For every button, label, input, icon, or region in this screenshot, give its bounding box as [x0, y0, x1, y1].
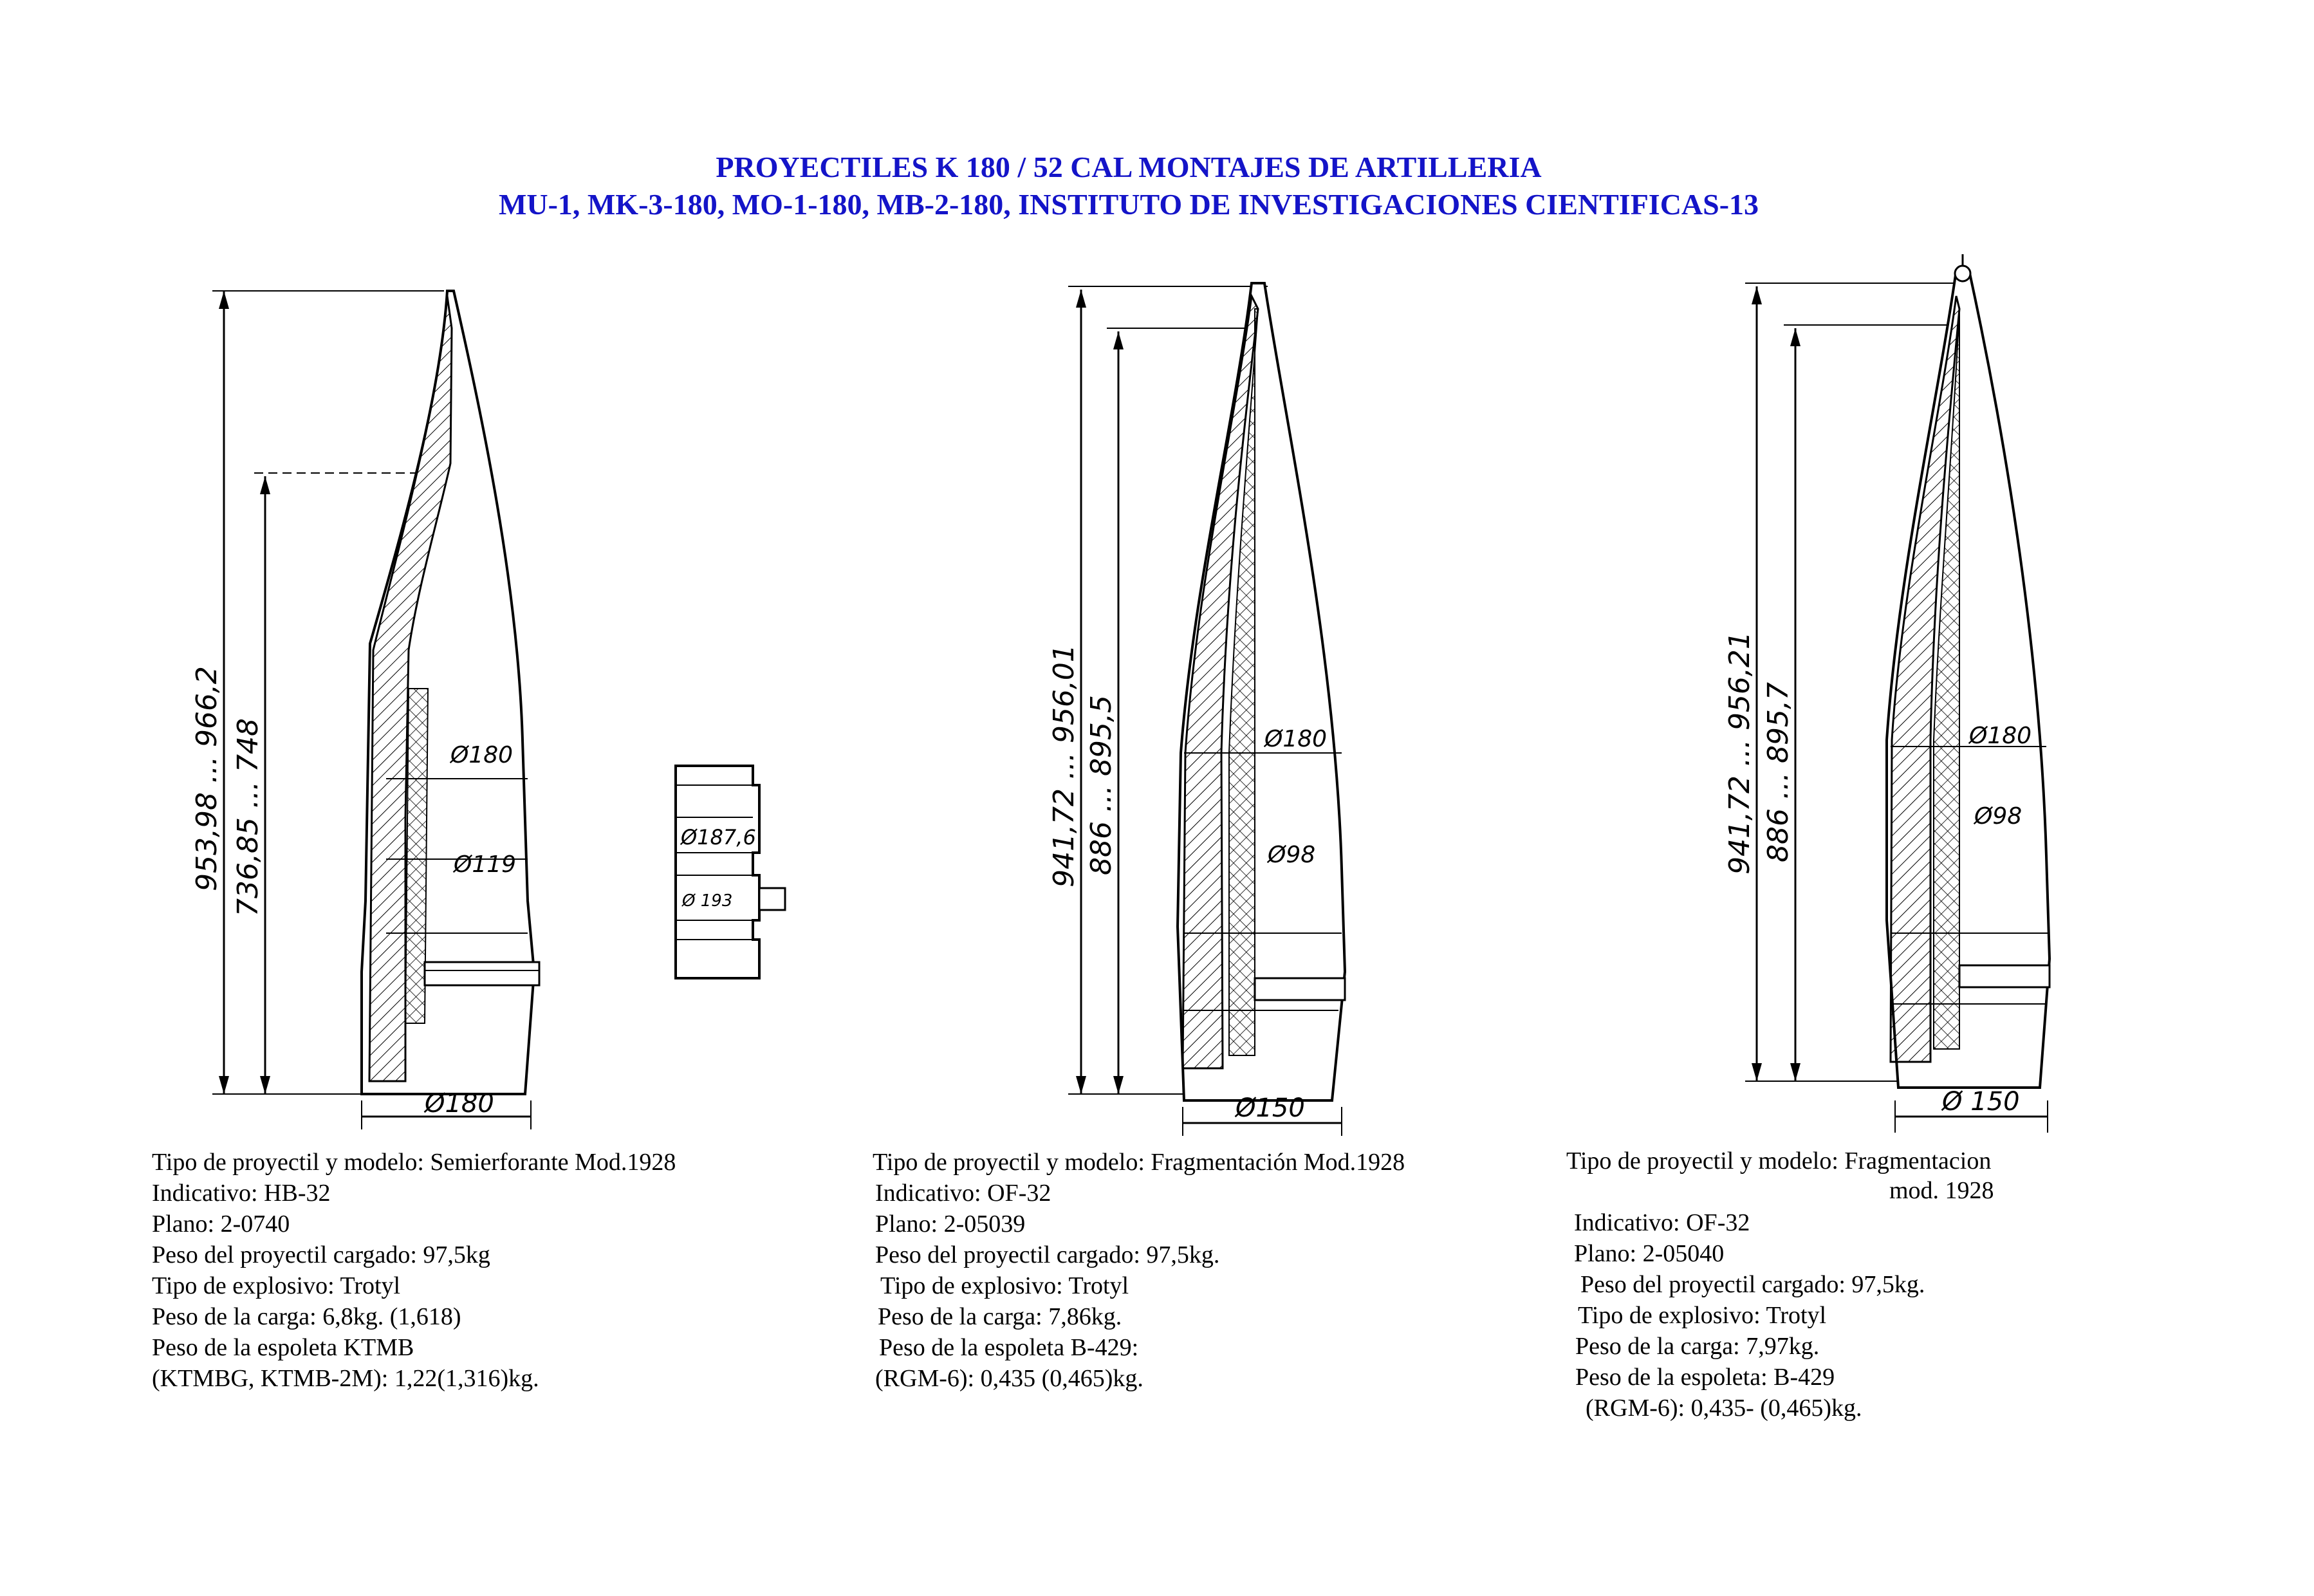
fragmentation-shell-drawing-1 [1042, 251, 1377, 1152]
caption-fragmentacion-1 [873, 1147, 1405, 1394]
caption-line: Peso de la carga: 6,8kg. (1,618) [152, 1303, 461, 1330]
caption-fragmentacion-2 [1566, 1146, 1994, 1424]
base-diameter-label: Ø150 [1236, 1093, 1305, 1123]
caption-line: Plano: 2-0740 [152, 1211, 290, 1238]
rotating-band-detail [669, 759, 798, 1004]
overall-length-dimension: 941,72 ... 956,21 [1723, 631, 1756, 875]
caption-line: Peso de la carga: 7,97kg. [1575, 1333, 1820, 1360]
diameter-label-180: Ø180 [450, 742, 514, 768]
caption-line: (RGM-6): 0,435 (0,465)kg. [875, 1365, 1143, 1392]
body-length-dimension: 736,85 ... 748 [232, 718, 264, 916]
caption-line: Peso de la espoleta: B-429 [1575, 1364, 1835, 1391]
caption-line: (RGM-6): 0,435- (0,465)kg. [1586, 1395, 1862, 1422]
caption-line: Indicativo: OF-32 [1574, 1209, 1750, 1236]
rotating-band-detail-drawing [669, 759, 798, 1004]
caption-line: Tipo de explosivo: Trotyl [152, 1272, 401, 1299]
base-diameter-label: Ø180 [425, 1089, 494, 1118]
band-diameter-label-2: Ø 193 [682, 891, 733, 911]
caption-line: Tipo de explosivo: Trotyl [880, 1272, 1129, 1299]
caption-line: Tipo de explosivo: Trotyl [1578, 1302, 1827, 1329]
caption-line: mod. 1928 [1889, 1177, 1994, 1204]
caption-line: Peso de la espoleta KTMB [152, 1334, 414, 1361]
page-title-line-1: PROYECTILES K 180 / 52 CAL MONTAJES DE ARTILLERIA [716, 151, 1542, 183]
caption-line: Indicativo: OF-32 [875, 1180, 1051, 1207]
band-diameter-label-1: Ø187,6 [681, 825, 756, 849]
caption-line: Plano: 2-05040 [1574, 1240, 1725, 1267]
page-title-line-2: MU-1, MK-3-180, MO-1-180, MB-2-180, INSTITUTO DE INVESTIGACIONES CIENTIFICAS-13 [498, 188, 1759, 221]
overall-length-dimension: 941,72 ... 956,01 [1048, 644, 1080, 887]
caption-line: Peso del proyectil cargado: 97,5kg. [875, 1241, 1220, 1268]
semi-armour-piercing-shell-drawing [190, 251, 553, 1152]
projectile-drawing-2 [1042, 251, 1377, 1152]
caption-line: (KTMBG, KTMB-2M): 1,22(1,316)kg. [152, 1365, 539, 1392]
overall-length-dimension: 953,98 ... 966,2 [190, 666, 223, 891]
diameter-label-119: Ø119 [454, 851, 517, 878]
fragmentation-shell-drawing-2 [1723, 251, 2098, 1152]
projectile-drawing-1 [190, 251, 553, 1152]
caption-line: Peso del proyectil cargado: 97,5kg. [1580, 1271, 1925, 1298]
diameter-label-98: Ø98 [1974, 803, 2022, 830]
caption-line: Tipo de proyectil y modelo: Fragmentacion [1566, 1147, 1992, 1174]
caption-line: Peso de la carga: 7,86kg. [878, 1303, 1122, 1330]
diameter-label-180: Ø180 [1969, 723, 2032, 749]
caption-line: Tipo de proyectil y modelo: Fragmentación Mod.1928 [873, 1149, 1405, 1176]
caption-line: Peso del proyectil cargado: 97,5kg [152, 1241, 490, 1268]
caption-line: Tipo de proyectil y modelo: Semierforante Mod.1928 [152, 1149, 676, 1176]
body-length-dimension: 886 ... 895,5 [1085, 695, 1118, 875]
projectile-drawing-3 [1723, 251, 2098, 1152]
body-length-dimension: 886 ... 895,7 [1762, 682, 1795, 862]
caption-line: Peso de la espoleta B-429: [879, 1334, 1139, 1361]
diameter-label-98: Ø98 [1268, 842, 1316, 868]
caption-line: Indicativo: HB-32 [152, 1180, 331, 1207]
caption-line: Plano: 2-05039 [875, 1211, 1026, 1238]
diameter-label-180: Ø180 [1264, 726, 1328, 752]
caption-semierforante [152, 1147, 676, 1394]
base-diameter-label: Ø 150 [1942, 1087, 2020, 1117]
